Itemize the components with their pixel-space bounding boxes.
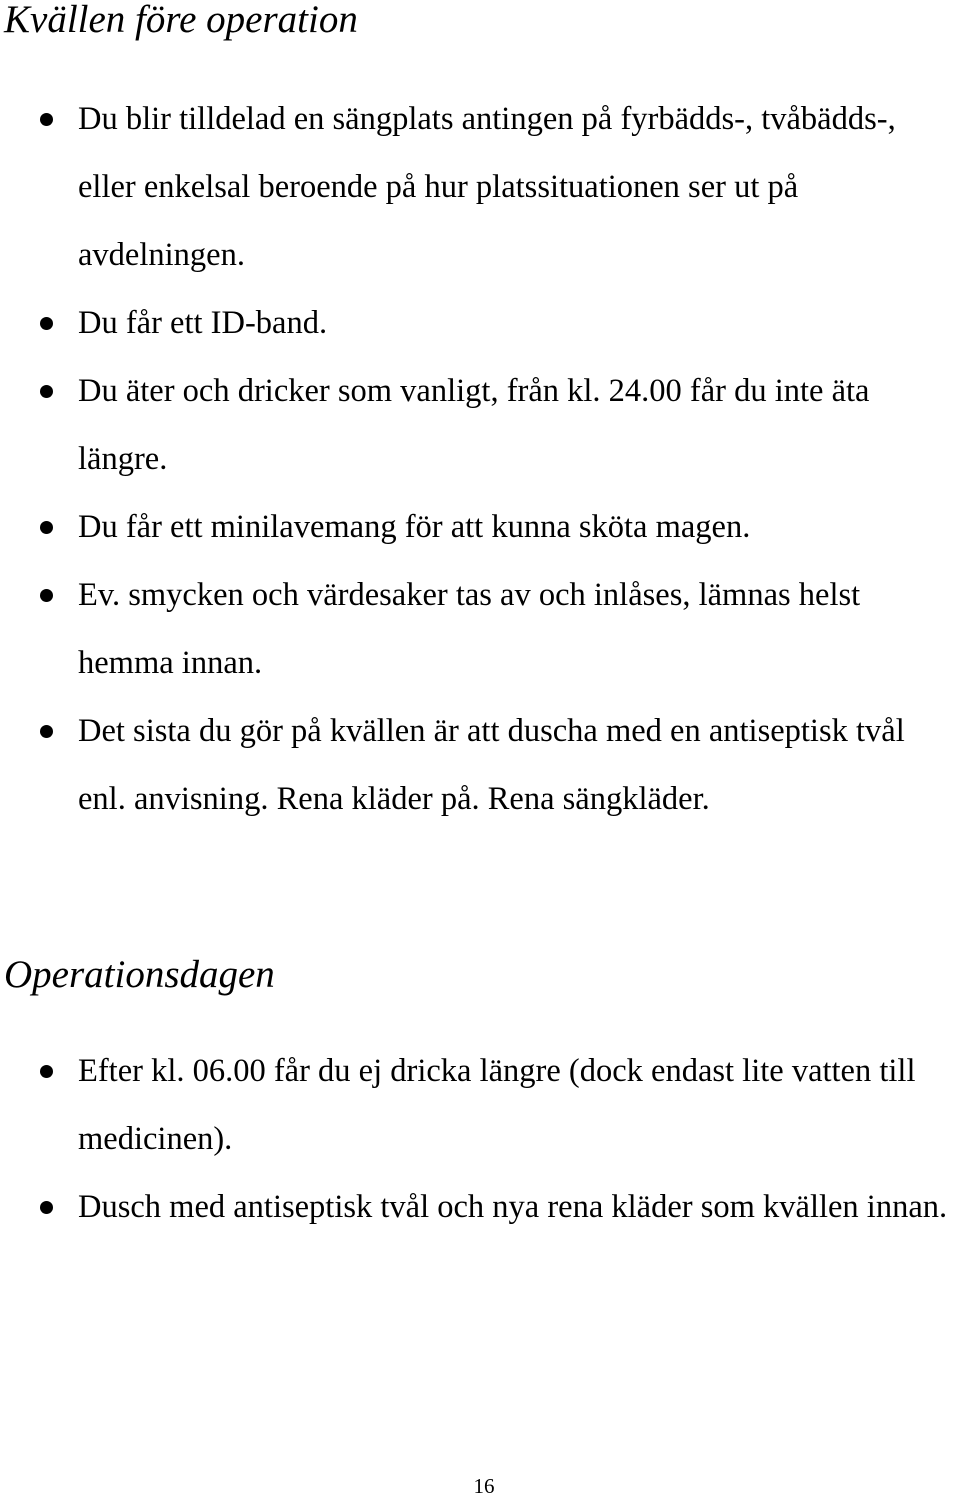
list-item-text: Du får ett minilavemang för att kunna sköta magen. (78, 509, 751, 545)
list-item-text: Det sista du gör på kvällen är att duscha med en antiseptisk tvål enl. anvisning. Rena kläder på. Rena sängkläder. (78, 713, 905, 817)
bullet-icon (40, 1201, 53, 1214)
bullet-icon (40, 113, 53, 126)
list-item (0, 357, 960, 493)
section-heading-evening: Kvällen före operation (4, 0, 358, 41)
list-item-text: Du blir tilldelad en sängplats antingen på fyrbädds-, tvåbädds-, eller enkelsal beroende på hur platssituationen ser ut på avdelningen. (78, 101, 896, 273)
section-heading-operation-day: Operationsdagen (4, 953, 275, 996)
bullet-icon (40, 317, 53, 330)
list-item (0, 561, 960, 697)
list-item (0, 1037, 960, 1173)
page-number: 16 (473, 1474, 495, 1498)
list-item (0, 1173, 960, 1241)
list-item-text: Dusch med antiseptisk tvål och nya rena kläder som kvällen innan. (78, 1189, 948, 1225)
bullet-icon (40, 385, 53, 398)
bullet-icon (40, 725, 53, 738)
evening-checklist (0, 85, 960, 833)
list-item (0, 289, 960, 357)
list-item-text: Du får ett ID-band. (78, 305, 328, 341)
operation-day-checklist (0, 1037, 960, 1241)
list-item (0, 85, 960, 289)
list-item-text: Du äter och dricker som vanligt, från kl. 24.00 får du inte äta längre. (78, 373, 870, 477)
bullet-icon (40, 521, 53, 534)
list-item-text: Ev. smycken och värdesaker tas av och inlåses, lämnas helst hemma innan. (78, 577, 861, 681)
list-item (0, 697, 960, 833)
list-item (0, 493, 960, 561)
bullet-icon (40, 589, 53, 602)
bullet-icon (40, 1065, 53, 1078)
list-item-text: Efter kl. 06.00 får du ej dricka längre (dock endast lite vatten till medicinen). (78, 1053, 916, 1157)
